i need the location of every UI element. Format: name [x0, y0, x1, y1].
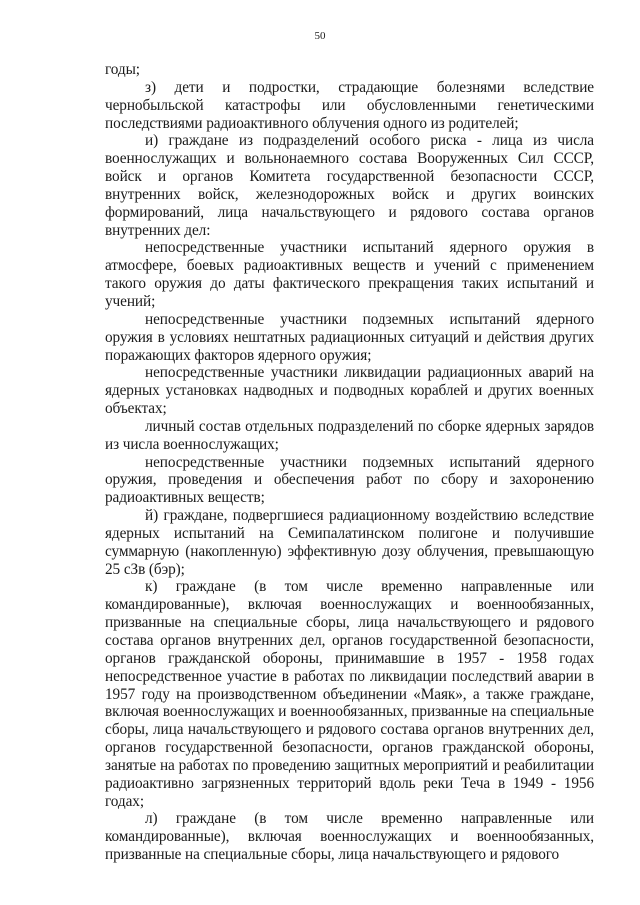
paragraph-subitem-atmospheric-tests: непосредственные участники испытаний ядерного оружия в атмосфере, боевых радиоактивных веществ и учений с применением такого оружия до даты фактического прекращения таких испытаний и учений;: [105, 239, 594, 310]
document-body: [105, 61, 594, 864]
paragraph-item-i: и) граждане из подразделений особого риска - лица из числа военнослужащих и вольнонаемного состава Вооруженных Сил СССР, войск и органов Комитета государственной безопасности СССР, внутренних войск, железнодорожных войск и других воинских формирований, лица начальствующего и рядового состава органов внутренних дел:: [105, 132, 594, 239]
paragraph-subitem-underground-tests: непосредственные участники подземных испытаний ядерного оружия в условиях нештатных радиационных ситуаций и действия других поражающих факторов ядерного оружия;: [105, 310, 594, 364]
paragraph-item-l: л) граждане (в том числе временно направленные или командированные), включая военнослужащих и военнообязанных, призванные на специальные сборы, лица начальствующего и рядового: [105, 810, 594, 864]
paragraph-item-y: й) граждане, подвергшиеся радиационному воздействию вследствие ядерных испытаний на Семипалатинском полигоне и получившие суммарную (накопленную) эффективную дозу облучения, превышающую 25 сЗв (бэр);: [105, 507, 594, 578]
paragraph-subitem-burial-works: непосредственные участники подземных испытаний ядерного оружия, проведения и обеспечения работ по сбору и захоронению радиоактивных веществ;: [105, 453, 594, 507]
paragraph-continuation: годы;: [105, 61, 140, 78]
paragraph-item-k: к) граждане (в том числе временно направленные или командированные), включая военнослужащих и военнообязанных, призванные на специальные сборы, лица начальствующего и рядового состава органов внутренних дел, органов государственной безопасности, органов гражданской обороны, принимавшие в 1957 - 1958 годах непосредственное участие в работах по ликвидации последствий аварии в 1957 году на производственном объединении «Маяк», а также граждане, включая военнослужащих и военнообязанных, призванные на специальные сборы, лица начальствующего и рядового состава органов внутренних дел, органов государственной безопасности, органов гражданской обороны, занятые на работах по проведению защитных мероприятий и реабилитации радиоактивно загрязненных территорий вдоль реки Теча в 1949 - 1956 годах;: [105, 578, 594, 810]
page-number: 50: [314, 30, 326, 42]
paragraph-item-z: з) дети и подростки, страдающие болезнями вследствие чернобыльской катастрофы или обусловленными генетическими последствиями радиоактивного облучения одного из родителей;: [105, 78, 594, 132]
paragraph-subitem-accident-liquidation: непосредственные участники ликвидации радиационных аварий на ядерных установках надводных и подводных кораблей и других военных объектах;: [105, 364, 594, 418]
paragraph-subitem-assembly-personnel: личный состав отдельных подразделений по сборке ядерных зарядов из числа военнослужащих;: [105, 417, 594, 453]
